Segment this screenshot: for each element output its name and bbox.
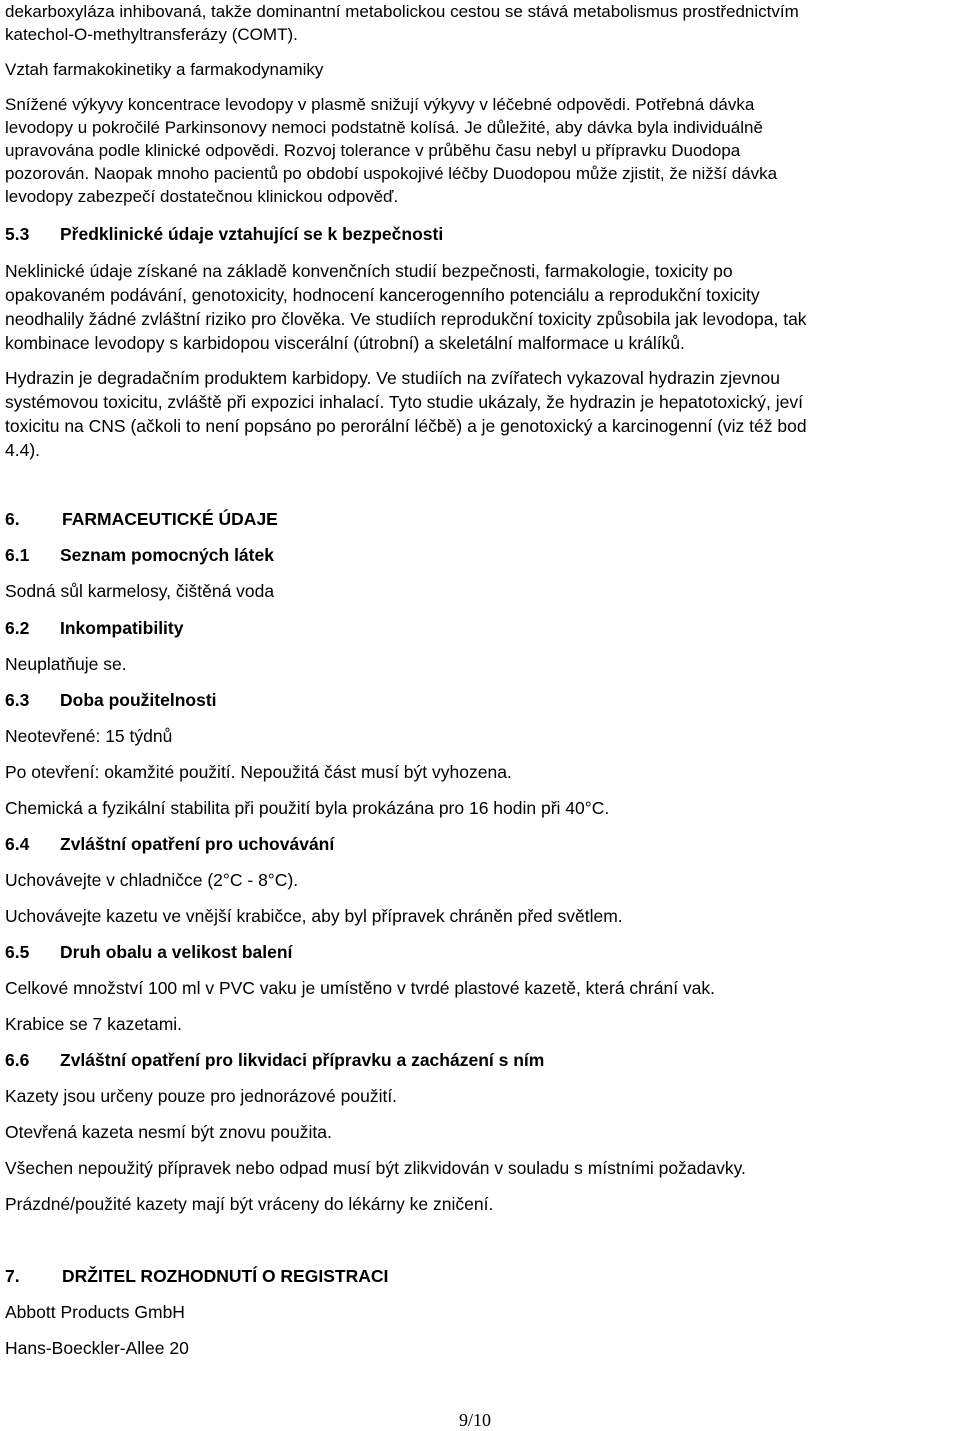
section-6-heading xyxy=(5,509,940,530)
section-6-2-text: Neuplatňuje se. xyxy=(5,654,127,674)
section-6-1-heading xyxy=(5,545,940,566)
section-6-3-line: Po otevření: okamžité použití. Nepoužitá část musí být vyhozena. xyxy=(5,762,512,782)
section-number: 6.3 xyxy=(5,690,30,710)
pk-pd-paragraph xyxy=(5,93,940,208)
section-title: Zvláštní opatření pro likvidaci přípravku a zacházení s ním xyxy=(60,1050,545,1070)
section-6-4-heading xyxy=(5,834,940,855)
section-6-6-line: Prázdné/použité kazety mají být vráceny do lékárny ke zničení. xyxy=(5,1194,494,1214)
section-6-6-line: Kazety jsou určeny pouze pro jednorázové použití. xyxy=(5,1086,398,1106)
section-title: Inkompatibility xyxy=(60,618,184,638)
page-number: 9/10 xyxy=(458,1410,491,1430)
section-6-6-heading xyxy=(5,1050,940,1071)
section-5-3-paragraph-1 xyxy=(5,259,940,355)
section-6-3-line: Chemická a fyzikální stabilita při použití byla prokázána pro 16 hodin při 40°C. xyxy=(5,798,610,818)
section-title: Zvláštní opatření pro uchovávání xyxy=(60,834,335,854)
section-6-5-line: Celkové množství 100 ml v PVC vaku je umístěno v tvrdé plastové kazetě, která chrání vak. xyxy=(5,978,716,998)
section-title: FARMACEUTICKÉ ÚDAJE xyxy=(62,509,278,529)
paragraph-line: neodhalily žádné zvláštní riziko pro člověka. Ve studiích reprodukční toxicity způsobila jak levodopa, tak xyxy=(5,309,807,329)
paragraph-line: toxicitu na CNS (ačkoli to není popsáno po perorální léčbě) a je genotoxický a karcinogenní (viz též bod xyxy=(5,416,807,436)
section-7-line: Abbott Products GmbH xyxy=(5,1302,185,1322)
pk-pd-line: upravována podle klinické odpovědi. Rozvoj tolerance v průběhu času nebyl u přípravku Duodopa xyxy=(5,141,741,160)
section-6-4-line: Uchovávejte v chladničce (2°C - 8°C). xyxy=(5,870,299,890)
section-6-6-line: Otevřená kazeta nesmí být znovu použita. xyxy=(5,1122,332,1142)
pk-pd-line: pozorován. Naopak mnoho pacientů po období uspokojivé léčby Duodopou může zjistit, že nižší dávka xyxy=(5,164,778,183)
section-title: Předklinické údaje vztahující se k bezpečnosti xyxy=(60,224,444,244)
section-number: 6.1 xyxy=(5,545,30,565)
intro-line: dekarboxyláza inhibovaná, takže dominantní metabolickou cestou se stává metabolismus prostřednictvím xyxy=(5,2,799,21)
section-number: 6.2 xyxy=(5,618,30,638)
intro-paragraph xyxy=(5,0,940,46)
section-number: 6. xyxy=(5,509,20,529)
intro-line: katechol-O-methyltransferázy (COMT). xyxy=(5,25,298,44)
paragraph-line: systémovou toxicitu, zvláště při expozici inhalací. Tyto studie ukázaly, že hydrazin je hepatotoxický, jeví xyxy=(5,392,803,412)
section-6-5-heading xyxy=(5,942,940,963)
section-5-3-paragraph-2 xyxy=(5,366,940,462)
section-7-heading xyxy=(5,1266,940,1287)
paragraph-line: Neklinické údaje získané na základě konvenčních studií bezpečnosti, farmakologie, toxicity po xyxy=(5,261,733,281)
paragraph-line: kombinace levodopy s karbidopou viscerální (útrobní) a skeletální malformace u králíků. xyxy=(5,333,685,353)
section-6-4-line: Uchovávejte kazetu ve vnější krabičce, aby byl přípravek chráněn před světlem. xyxy=(5,906,623,926)
section-title: Seznam pomocných látek xyxy=(60,545,274,565)
section-number: 6.6 xyxy=(5,1050,30,1070)
section-6-5-line: Krabice se 7 kazetami. xyxy=(5,1014,183,1034)
section-number: 7. xyxy=(5,1266,20,1286)
pk-pd-line: levodopy u pokročilé Parkinsonovy nemoci podstatně kolísá. Je důležité, aby dávka byla individuálně xyxy=(5,118,763,137)
section-5-3-heading xyxy=(5,224,940,245)
section-6-1-text: Sodná sůl karmelosy, čištěná voda xyxy=(5,581,275,601)
section-number: 5.3 xyxy=(5,224,30,244)
pk-pd-title: Vztah farmakokinetiky a farmakodynamiky xyxy=(5,60,324,79)
paragraph-line: 4.4). xyxy=(5,440,41,460)
paragraph-line: opakovaném podávání, genotoxicity, hodnocení kancerogenního potenciálu a reprodukční toxicity xyxy=(5,285,760,305)
section-title: DRŽITEL ROZHODNUTÍ O REGISTRACI xyxy=(62,1266,389,1286)
paragraph-line: Hydrazin je degradačním produktem karbidopy. Ve studiích na zvířatech vykazoval hydrazin zjevnou xyxy=(5,368,780,388)
section-6-3-line: Neotevřené: 15 týdnů xyxy=(5,726,173,746)
section-number: 6.4 xyxy=(5,834,30,854)
pk-pd-line: Snížené výkyvy koncentrace levodopy v plasmě snižují výkyvy v léčebné odpovědi. Potřebná dávka xyxy=(5,95,755,114)
pk-pd-line: levodopy zabezpečí dostatečnou klinickou odpověď. xyxy=(5,187,399,206)
section-6-6-line: Všechen nepoužitý přípravek nebo odpad musí být zlikvidován v souladu s místními požadavky. xyxy=(5,1158,746,1178)
section-6-2-heading xyxy=(5,618,940,639)
section-6-3-heading xyxy=(5,690,940,711)
section-title: Druh obalu a velikost balení xyxy=(60,942,293,962)
section-number: 6.5 xyxy=(5,942,30,962)
section-7-line: Hans-Boeckler-Allee 20 xyxy=(5,1338,189,1358)
section-title: Doba použitelnosti xyxy=(60,690,217,710)
